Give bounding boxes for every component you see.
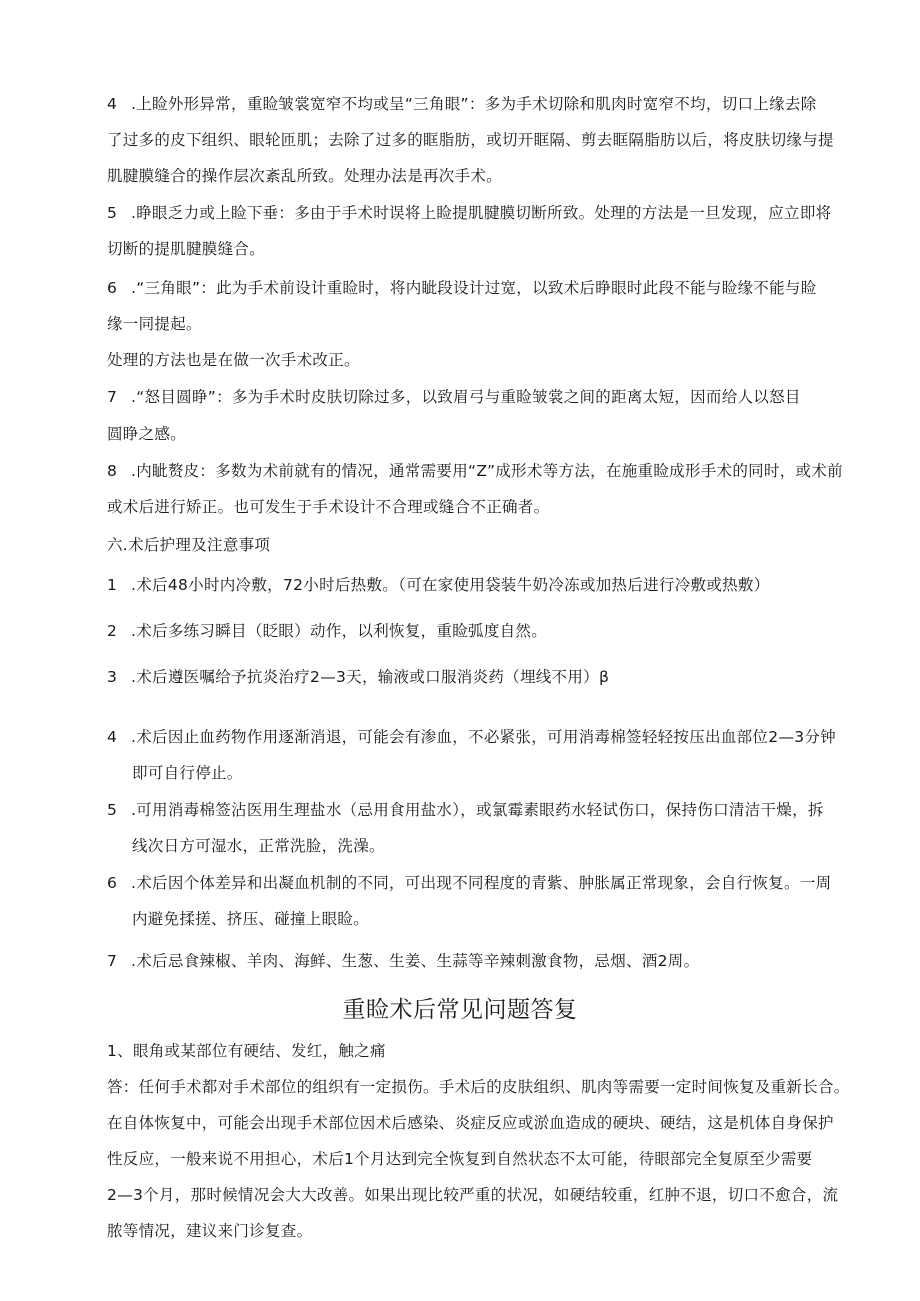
care-item-5-line-2: 线次日方可湿水，正常洗脸，洗澡。 [132,837,385,855]
complication-8-line-1 [107,461,843,481]
faq-question: 1、眼角或某部位有硬结、发红，触之痛 [107,1042,386,1060]
item-text: .睁眼乏力或上睑下垂：多由于手术时误将上睑提肌腱膜切断所致。处理的方法是一旦发现，应立即将 [131,204,832,222]
complication-4-line-2: 了过多的皮下组织、眼轮匝肌；去除了过多的眶脂肪，或切开眶隔、剪去眶隔脂肪以后，将皮肤切缘与提 [107,131,834,149]
item-number: 2 [107,622,118,640]
faq-answer-line-5: 脓等情况，建议来门诊复查。 [107,1222,313,1240]
complication-5-line-1 [107,203,832,223]
item-text: .术后忌食辣椒、羊肉、海鲜、生葱、生姜、生蒜等辛辣刺激食物，忌烟、酒2周。 [131,952,700,970]
section-heading: 六.术后护理及注意事项 [107,536,271,554]
item-number: 4 [107,728,118,746]
item-number: 6 [107,279,118,297]
item-number: 7 [107,388,118,406]
item-number: 5 [107,204,118,222]
care-item-5-line-1 [107,800,824,820]
care-item-4-line-1 [107,727,836,747]
item-text: .术后遵医嘱给予抗炎治疗2—3天，输液或口服消炎药（埋线不用）β [131,668,610,686]
complication-7-line-1 [107,387,817,407]
item-number: 5 [107,801,118,819]
faq-title: 重睑术后常见问题答复 [342,997,578,1023]
faq-answer-line-2: 在自体恢复中，可能会出现手术部位因术后感染、炎症反应或淤血造成的硬块、硬结，这是机体自身保护 [107,1114,834,1132]
item-number: 6 [107,874,118,892]
item-text: .上睑外形异常，重睑皱裳宽窄不均或呈“三角眼”：多为手术切除和肌肉时宽窄不均，切口上缘去除 [131,95,817,113]
care-item-6-line-2: 内避免揉搓、挤压、碰撞上眼睑。 [132,910,370,928]
complication-6-line-1 [107,278,817,298]
item-text: .术后48小时内冷敷，72小时后热敷。（可在家使用袋装牛奶冷冻或加热后进行冷敷或热敷） [131,576,770,594]
item-text: .可用消毒棉签沾医用生理盐水（忌用食用盐水），或氯霉素眼药水轻试伤口，保持伤口清洁干燥，拆 [131,801,824,819]
item-text: .术后因止血药物作用逐渐消退，可能会有渗血，不必紧张，可用消毒棉签轻轻按压出血部位2—3分钟 [131,728,836,746]
item-text: .“三角眼”：此为手术前设计重睑时，将内眦段设计过宽，以致术后睁眼时此段不能与睑缘不能与睑 [131,279,817,297]
complication-4-line-3: 肌腱膜缝合的操作层次紊乱所致。处理办法是再次手术。 [107,167,503,185]
care-item-3 [107,667,817,687]
item-number: 8 [107,462,118,480]
care-item-7 [107,951,817,971]
item-number: 1 [107,576,118,594]
care-item-4-line-2: 即可自行停止。 [132,764,243,782]
complication-5-line-2: 切断的提肌腱膜缝合。 [107,240,266,258]
faq-answer-line-1: 答：任何手术都对手术部位的组织有一定损伤。手术后的皮肤组织、肌肉等需要一定时间恢复及重新长合。 [107,1078,850,1096]
complication-7-line-2: 圆睁之感。 [107,425,187,443]
item-number: 3 [107,668,118,686]
item-text: .术后多练习瞬目（眨眼）动作，以利恢复，重睑弧度自然。 [131,622,548,640]
faq-answer-line-3: 性反应，一般来说不用担心，术后1个月达到完全恢复到自然状态不太可能，待眼部完全复原至少需要 [107,1150,813,1168]
item-text: .术后因个体差异和出凝血机制的不同，可出现不同程度的青紫、肿胀属正常现象，会自行恢复。一周 [131,874,832,892]
care-item-6-line-1 [107,873,832,893]
care-item-2 [107,621,817,641]
item-number: 4 [107,95,118,113]
item-number: 7 [107,952,118,970]
complication-4-line-1 [107,94,817,114]
complication-6-line-2: 缘一同提起。 [107,315,202,333]
care-item-1 [107,575,817,595]
item-text: .“怒目圆睁”：多为手术时皮肤切除过多，以致眉弓与重睑皱裳之间的距离太短，因而给人以怒目 [131,388,801,406]
complication-8-line-2: 或术后进行矫正。也可发生于手术设计不合理或缝合不正确者。 [107,498,550,516]
faq-answer-line-4: 2—3个月，那时候情况会大大改善。如果出现比较严重的状况，如硬结较重，红肿不退，切口不愈合，流 [107,1186,839,1204]
item-text: .内眦赘皮：多数为术前就有的情况，通常需要用“Z”成形术等方法，在施重睑成形手术的同时，或术前 [131,462,843,480]
complication-6-line-3: 处理的方法也是在做一次手术改正。 [107,351,360,369]
